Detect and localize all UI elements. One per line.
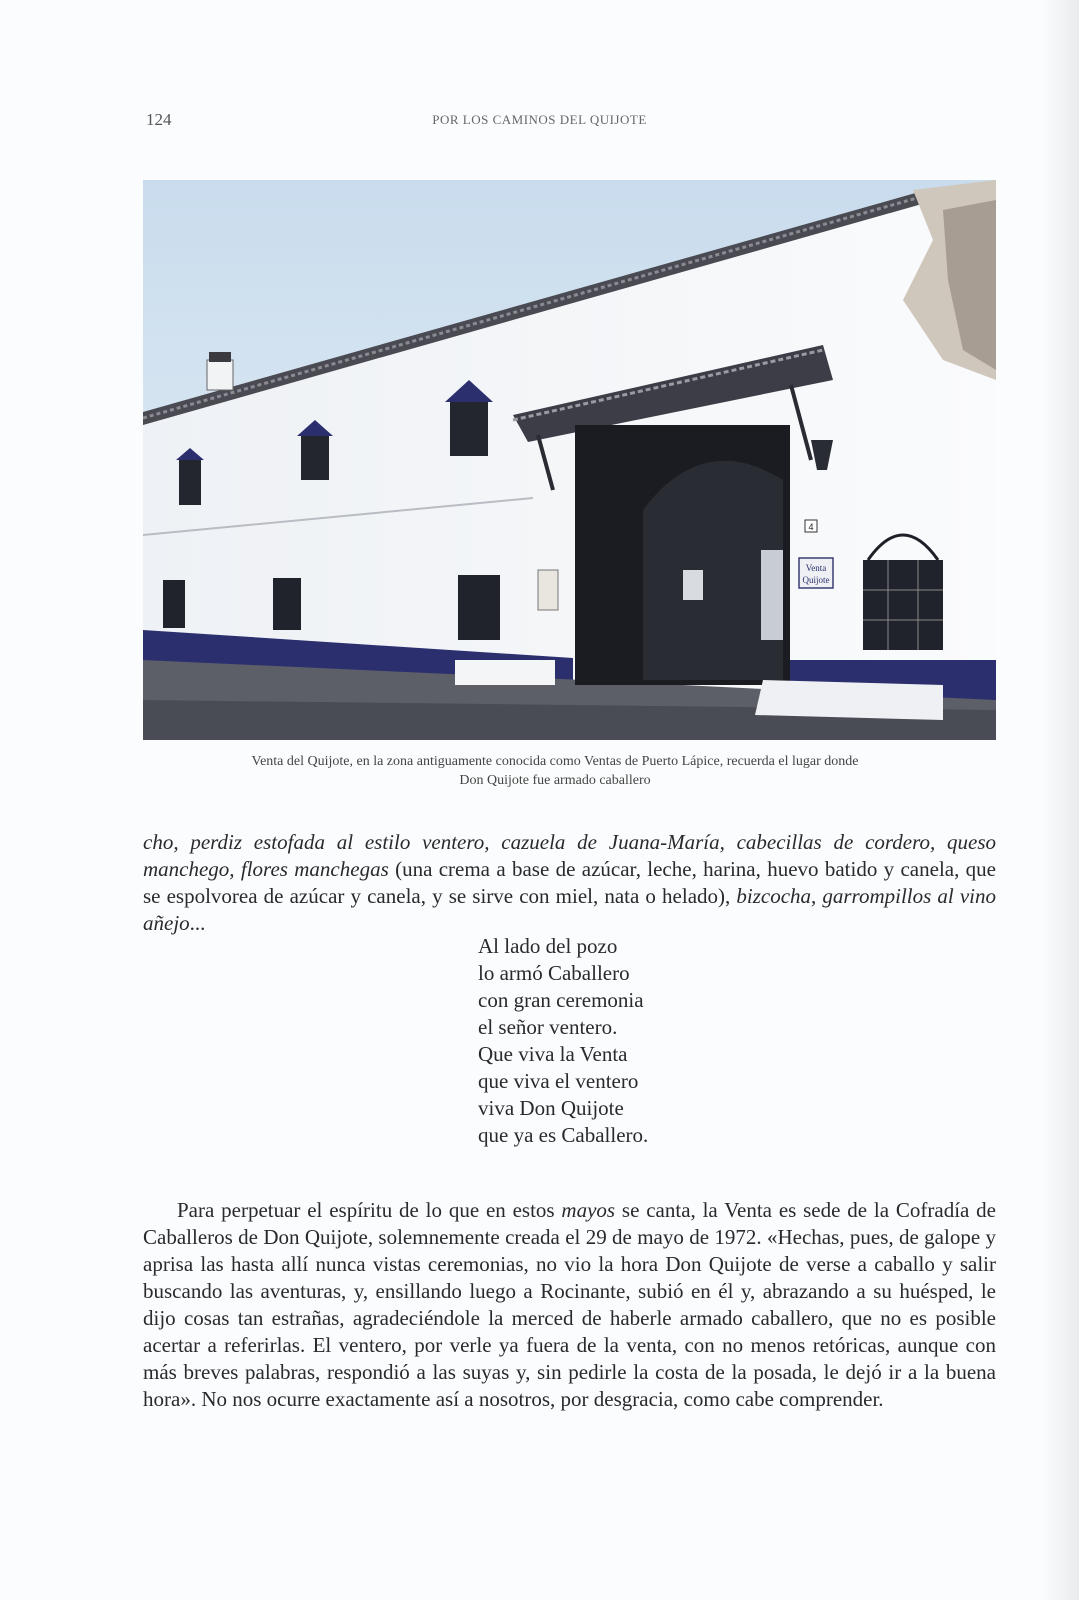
sign-line1: Venta [805,563,827,573]
paragraph-2 [143,1197,996,1413]
poem-line: con gran ceremonia [478,988,644,1012]
poem-line: el señor ventero. [478,1015,618,1039]
dessert-list-italic: bizcocha, garrompillos al vino añejo [143,884,997,935]
paragraph-2-start: Para perpetuar el espíritu de lo que en estos [177,1198,562,1222]
house-number: 4 [808,522,814,532]
page-number: 124 [146,110,172,129]
poem-line: viva Don Quijote [478,1096,624,1120]
mayos-italic: mayos [561,1198,616,1222]
venta-del-quijote-photo [143,180,996,740]
poem-line: Que viva la Venta [478,1042,628,1066]
dish-list-italic: cho, perdiz estofada al estilo ventero, cazuela de Juana-María, cabecillas de cordero, queso manchego, flores manchegas [143,830,996,881]
poem-line: Al lado del pozo [478,934,618,958]
running-title: POR LOS CAMINOS DEL QUIJOTE [432,112,647,127]
ellipsis: ... [189,911,206,935]
paragraph-2-rest: se canta, la Venta es sede de la Cofradía de Caballeros de Don Quijote, solemnemente creada el 29 de mayo de 1972. «Hechas, pues, de galope y aprisa las hasta allí nunca vistas ceremonias, no vio la hora Don Quijote de verse a caballo y salir buscando las aventuras, y, ensillando luego a Rocinante, subió en él y, abrazando a su huésped, le dijo cosas tan estrañas, agradeciéndole la merced de haberle armado caballero, que no es posible acertar a referirlas. El ventero, por verle ya fuera de la venta, con no menos retóricas, aunque con más breves palabras, respondió a las suyas y, sin pedirle la costa de la posada, le dejó ir a la buena hora». No nos ocurre exactamente así a nosotros, por desgracia, como cabe comprender. [143,1198,996,1411]
caption-line1: Venta del Quijote, en la zona antiguamente conocida como Ventas de Puerto Lápice, recuerda el lugar donde [251,754,859,769]
building-illustration [143,180,996,740]
caption-line2: Don Quijote fue armado caballero [459,773,651,788]
poem-line: que viva el ventero [478,1069,639,1093]
poem-line: lo armó Caballero [478,961,630,985]
sign-line2: Quijote [802,575,830,585]
page-edge-shadow [1041,0,1079,1600]
poem-line: que ya es Caballero. [478,1123,649,1147]
figure-caption [160,752,950,790]
paragraph-1 [143,829,996,937]
poem [478,933,648,1149]
paragraph-1-text: (una crema a base de azúcar, leche, harina, huevo batido y canela, que se espolvorea de azúcar y canela, y se sirve con miel, nata o helado), [143,857,996,908]
chimney [207,360,233,390]
